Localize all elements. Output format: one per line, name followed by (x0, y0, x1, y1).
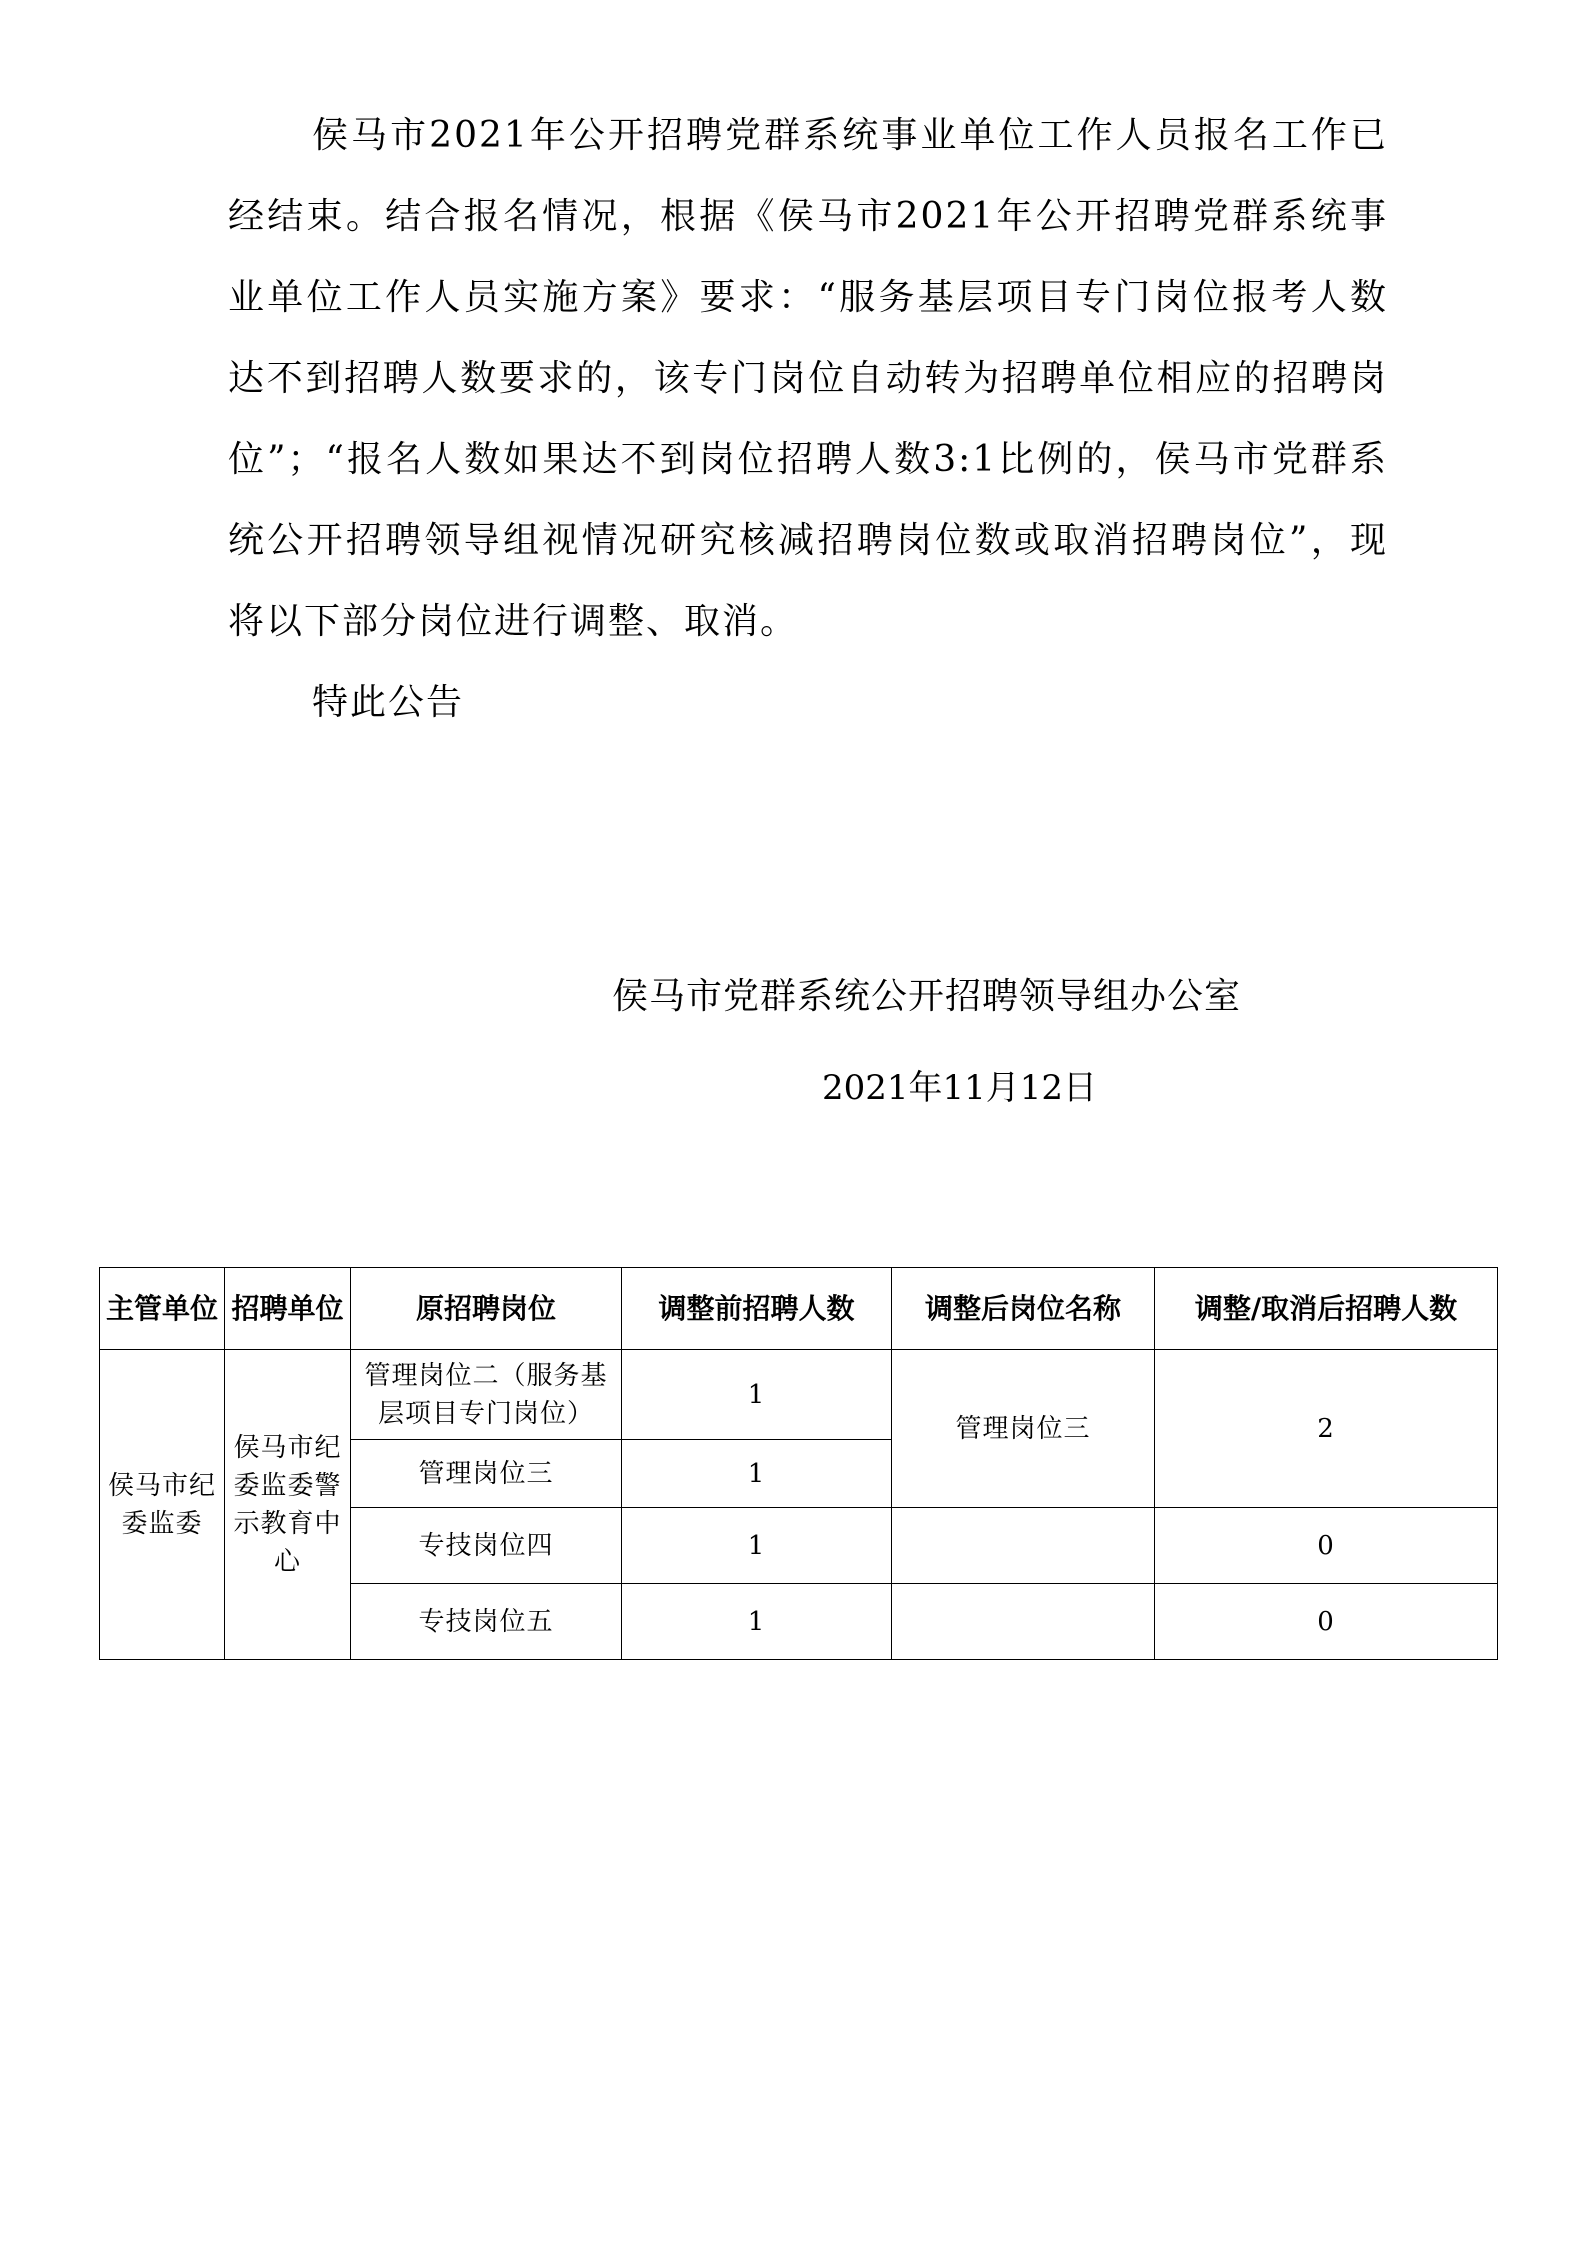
cell-supervisor: 侯马市纪委监委 (100, 1350, 225, 1660)
cell-new-post-name (892, 1508, 1155, 1584)
cell-new-post-name (892, 1584, 1155, 1660)
header-original-post: 原招聘岗位 (351, 1268, 622, 1350)
notice-paragraph: 侯马市2021年公开招聘党群系统事业单位工作人员报名工作已经结束。结合报名情况，根据《侯马市2021年公开招聘党群系统事业单位工作人员实施方案》要求：“服务基层项目专门岗位报考人数达不到招聘人数要求的，该专门岗位自动转为招聘单位相应的招聘岗位”；“报名人数如果达不到岗位招聘人数3:1比例的，侯马市党群系统公开招聘领导组视情况研究核减招聘岗位数或取消招聘岗位”，现将以下部分岗位进行调整、取消。 (228, 115, 1388, 642)
notice-signature: 侯马市党群系统公开招聘领导组办公室 (612, 976, 1242, 1017)
header-count-before: 调整前招聘人数 (622, 1268, 892, 1350)
header-supervisor: 主管单位 (100, 1268, 225, 1350)
table-row (100, 1350, 1498, 1440)
cell-count-after: 0 (1155, 1584, 1498, 1660)
cell-original-post: 管理岗位三 (351, 1440, 622, 1508)
adjustment-table (99, 1267, 1498, 1660)
cell-count-before: 1 (622, 1440, 892, 1508)
cell-count-after-merged: 2 (1155, 1350, 1498, 1508)
notice-closing: 特此公告 (312, 682, 465, 723)
cell-count-before: 1 (622, 1584, 892, 1660)
table-header-row (100, 1268, 1498, 1350)
notice-date: 2021年11月12日 (822, 1068, 1098, 1108)
header-new-post-name: 调整后岗位名称 (892, 1268, 1155, 1350)
notice-body (228, 95, 1388, 743)
header-count-after: 调整/取消后招聘人数 (1155, 1268, 1498, 1350)
cell-original-post: 管理岗位二（服务基层项目专门岗位） (351, 1350, 622, 1440)
cell-count-after: 0 (1155, 1508, 1498, 1584)
cell-original-post: 专技岗位四 (351, 1508, 622, 1584)
cell-count-before: 1 (622, 1508, 892, 1584)
cell-original-post: 专技岗位五 (351, 1584, 622, 1660)
cell-count-before: 1 (622, 1350, 892, 1440)
cell-employer: 侯马市纪委监委警示教育中心 (225, 1350, 351, 1660)
cell-new-post-name-merged: 管理岗位三 (892, 1350, 1155, 1508)
header-employer: 招聘单位 (225, 1268, 351, 1350)
